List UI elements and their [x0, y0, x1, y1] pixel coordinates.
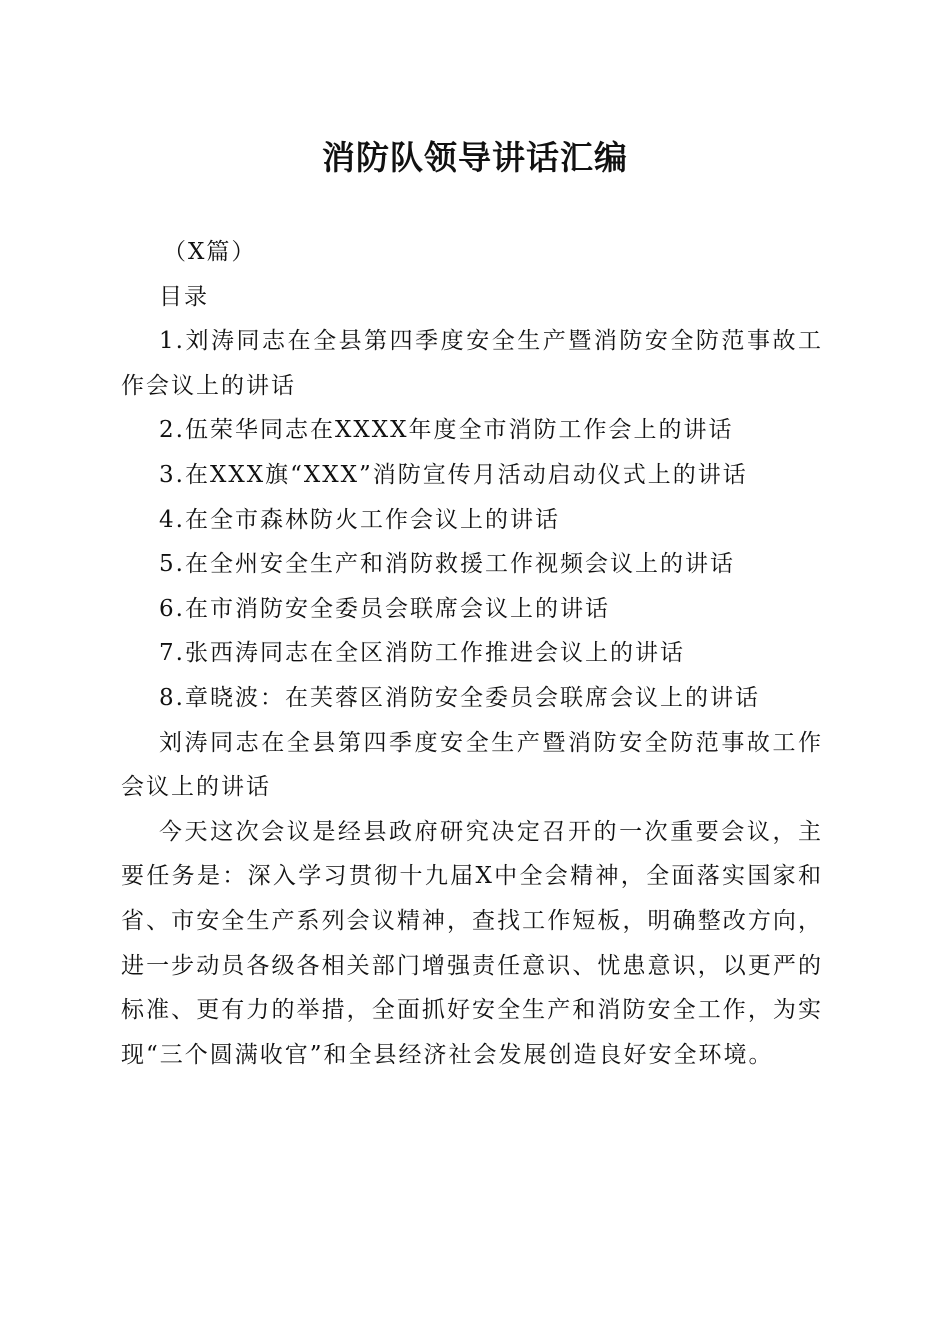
document-title: 消防队领导讲话汇编 — [322, 138, 628, 177]
toc-item: 8.章晓波：在芙蓉区消防安全委员会联席会议上的讲话 — [159, 684, 760, 711]
body-paragraph: 今天这次会议是经县政府研究决定召开的一次重要会议，主要任务是：深入学习贯彻十九届X中全会精神，全面落实国家和省、市安全生产系列会议精神，查找工作短板，明确整改方向，进一步动员各级各相关部门增强责任意识、忧患意识，以更严的标准、更有力的举措，全面抓好安全生产和消防安全工作，为实现“三个圆满收官”和全县经济社会发展创造良好安全环境。 — [121, 818, 823, 1068]
section-heading: 刘涛同志在全县第四季度安全生产暨消防安全防范事故工作会议上的讲话 — [121, 729, 823, 801]
toc-item: 6.在市消防安全委员会联席会议上的讲话 — [159, 595, 610, 622]
toc-item: 1.刘涛同志在全县第四季度安全生产暨消防安全防范事故工作会议上的讲话 — [121, 328, 823, 399]
toc-item: 4.在全市森林防火工作会议上的讲话 — [159, 506, 560, 533]
toc-item: 5.在全州安全生产和消防救援工作视频会议上的讲话 — [159, 551, 735, 578]
document-subtitle: （X篇） — [163, 239, 257, 265]
toc-item: 3.在XXX旗“XXX”消防宣传月活动启动仪式上的讲话 — [159, 461, 748, 488]
toc-item: 7.张西涛同志在全区消防工作推进会议上的讲话 — [159, 640, 685, 667]
document-body — [121, 230, 823, 1077]
toc-item: 2.伍荣华同志在XXXX年度全市消防工作会上的讲话 — [159, 417, 734, 444]
toc-heading: 目录 — [159, 283, 209, 310]
